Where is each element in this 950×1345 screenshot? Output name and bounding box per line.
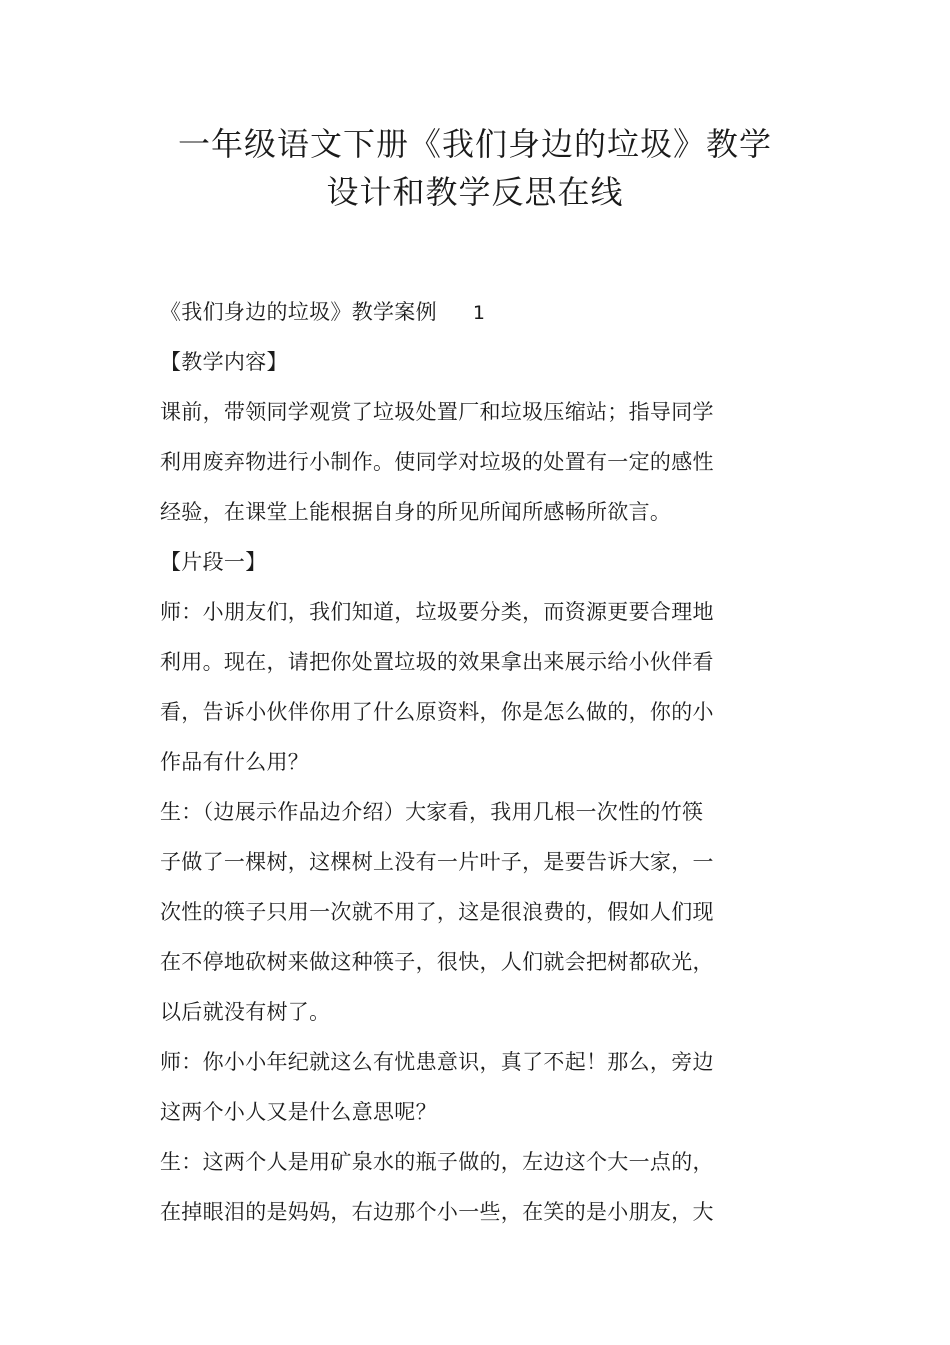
- section-heading-segment: 【片段一】: [160, 550, 267, 574]
- case-subtitle: [160, 292, 750, 342]
- paragraph-line: 利用废弃物进行小制作。使同学对垃圾的处置有一定的感性: [160, 450, 714, 474]
- paragraph-line: 生：（边展示作品边介绍）大家看，我用几根一次性的竹筷: [160, 800, 704, 824]
- paragraph-line: 在掉眼泪的是妈妈，右边那个小一些，在笑的是小朋友，大: [160, 1200, 714, 1224]
- section-heading-content: 【教学内容】: [160, 350, 288, 374]
- paragraph-line: 生：这两个人是用矿泉水的瓶子做的，左边这个大一点的，: [160, 1150, 714, 1174]
- paragraph-line: 经验，在课堂上能根据自身的所见所闻所感畅所欲言。: [160, 500, 672, 524]
- paragraph-line: 子做了一棵树，这棵树上没有一片叶子，是要告诉大家，一: [160, 850, 714, 874]
- paragraph-line: 这两个小人又是什么意思呢？: [160, 1100, 437, 1124]
- paragraph-line: 次性的筷子只用一次就不用了，这是很浪费的，假如人们现: [160, 900, 714, 924]
- paragraph-line: 利用。现在，请把你处置垃圾的效果拿出来展示给小伙伴看: [160, 650, 714, 674]
- case-number: 1: [472, 302, 486, 324]
- document-body: [160, 292, 750, 1242]
- case-subtitle-text: 《我们身边的垃圾》教学案例: [160, 300, 437, 324]
- paragraph-line: 师：小朋友们，我们知道，垃圾要分类，而资源更要合理地: [160, 600, 714, 624]
- paragraph-line: 看，告诉小伙伴你用了什么原资料，你是怎么做的，你的小: [160, 700, 714, 724]
- title-line-1: 一年级语文下册《我们身边的垃圾》教学: [177, 125, 772, 163]
- title-line-2: 设计和教学反思在线: [326, 173, 624, 211]
- paragraph-line: 课前，带领同学观赏了垃圾处置厂和垃圾压缩站；指导同学: [160, 400, 714, 424]
- paragraph-line: 在不停地砍树来做这种筷子，很快，人们就会把树都砍光，: [160, 950, 714, 974]
- document-title: [120, 120, 830, 216]
- paragraph-line: 以后就没有树了。: [160, 1000, 331, 1024]
- paragraph-line: 师：你小小年纪就这么有忧患意识，真了不起！那么，旁边: [160, 1050, 714, 1074]
- paragraph-line: 作品有什么用？: [160, 750, 310, 774]
